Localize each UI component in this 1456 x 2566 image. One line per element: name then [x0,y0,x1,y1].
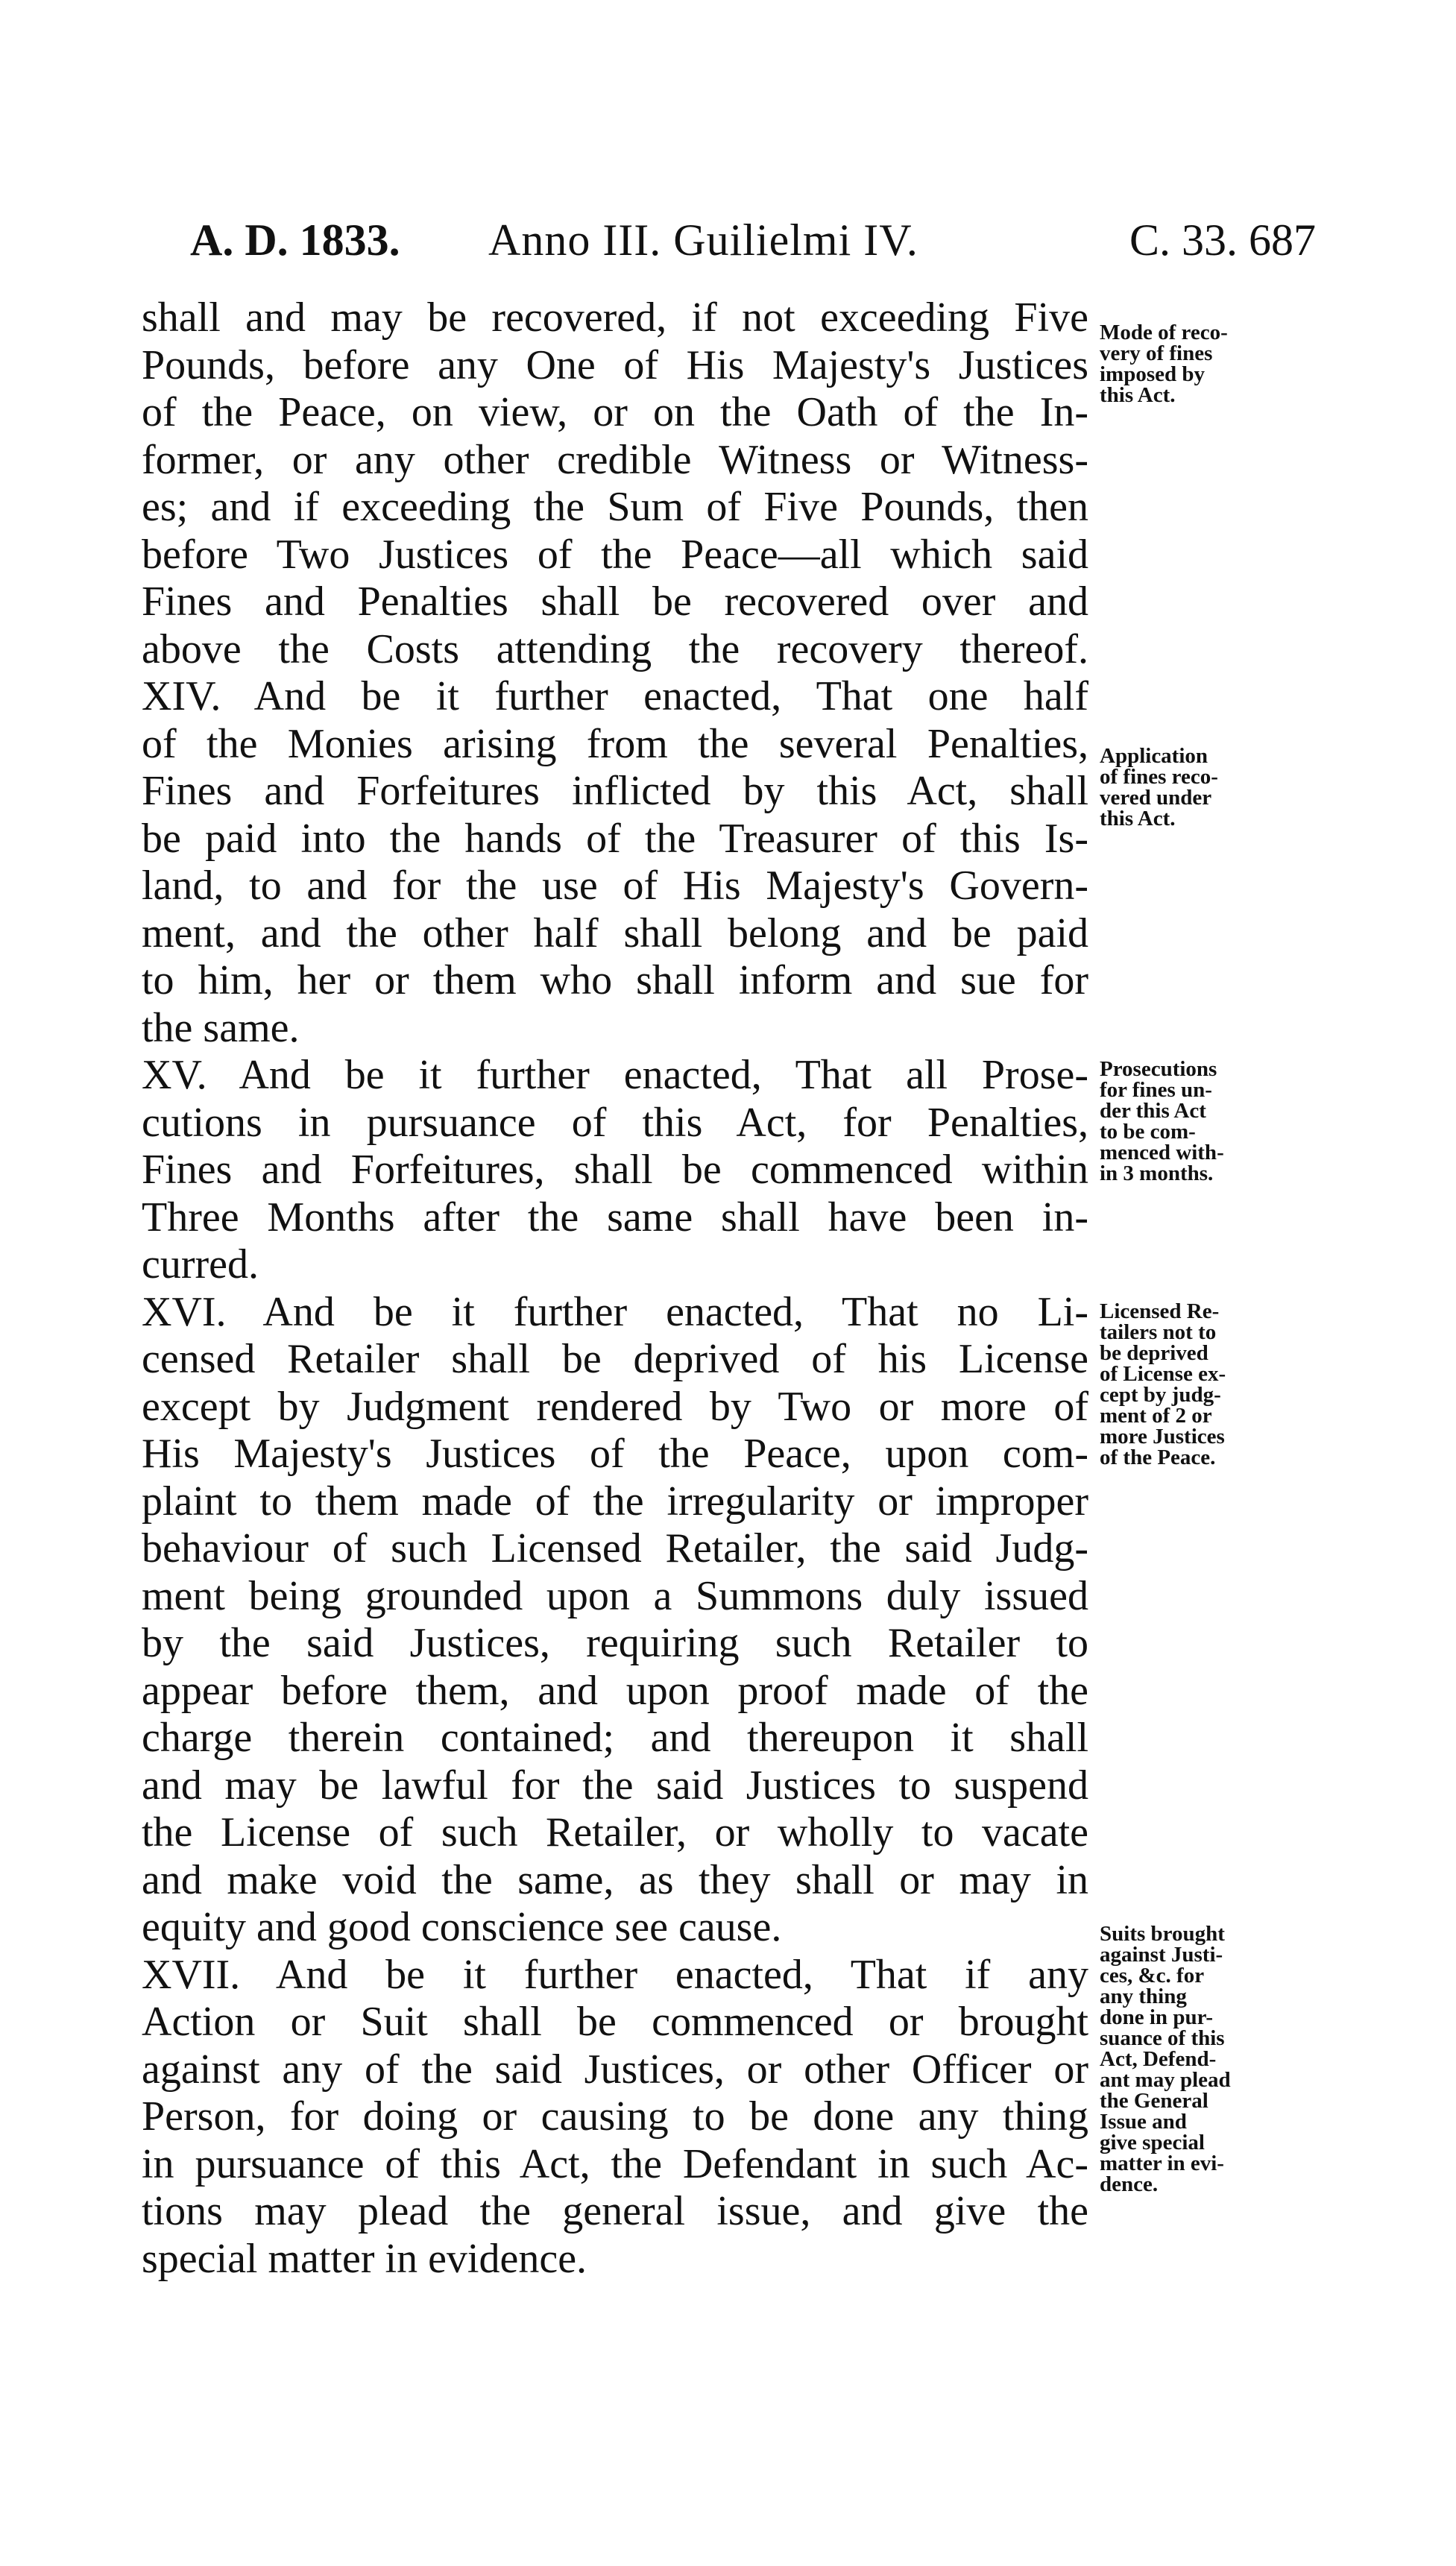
margin-note-line: this Act. [1100,807,1176,830]
statute-text [142,294,1088,2283]
margin-note-licensed-retailers [1100,1301,1331,1468]
margin-note-line: for fines un- [1100,1078,1212,1102]
text-line: XVI. And be it further enacted, That no Li- [142,1288,1088,1335]
header-title: Anno III. Guilielmi IV. [488,215,918,265]
text-line: charge therein contained; and thereupon it shall [142,1715,1088,1761]
text-line: and may be lawful for the said Justices to suspend [142,1762,1088,1809]
margin-note-line: Prosecutions [1100,1057,1217,1081]
text-line: His Majesty's Justices of the Peace, upon com- [142,1431,1088,1477]
text-line: Pounds, before any One of His Majesty's Justices [142,341,1088,388]
header-chapter-page: C. 33. 687 [1129,215,1316,265]
margin-note-line: done in pur- [1100,2005,1214,2029]
margin-note-line: dence. [1100,2172,1159,2196]
text-line: Fines and Penalties shall be recovered over and [142,579,1088,625]
text-line: the same. [142,1004,300,1051]
margin-note-line: ment of 2 or [1100,1404,1212,1428]
margin-note-recovery-of-fines [1100,322,1331,406]
margin-note-line: cept by judg- [1100,1383,1221,1407]
margin-note-line: Act, Defend- [1100,2047,1217,2071]
margin-note-line: of fines reco- [1100,765,1218,789]
text-line: XV. And be it further enacted, That all Prose- [142,1052,1088,1098]
text-line: tions may plead the general issue, and give the [142,2188,1088,2234]
text-line: Action or Suit shall be commenced or brought [142,1999,1088,2045]
margin-note-line: matter in evi- [1100,2152,1224,2175]
text-line: behaviour of such Licensed Retailer, the said Judg- [142,1525,1088,1572]
text-line: es; and if exceeding the Sum of Five Pounds, then [142,484,1088,530]
header-year: A. D. 1833. [190,215,400,265]
text-line: of the Monies arising from the several Penalties, [142,720,1088,767]
text-line: land, to and for the use of His Majesty's Govern- [142,863,1088,909]
margin-note-line: Mode of reco- [1100,321,1228,344]
text-line: before Two Justices of the Peace—all which said [142,531,1088,578]
text-line: Person, for doing or causing to be done any thing [142,2093,1088,2140]
margin-note-line: suance of this [1100,2026,1225,2050]
margin-note-line: very of fines [1100,341,1213,365]
text-line: the License of such Retailer, or wholly to vacate [142,1809,1088,1856]
text-line: Fines and Forfeitures, shall be commenced within [142,1147,1088,1193]
margin-note-line: der this Act [1100,1099,1206,1123]
margin-note-line: more Justices [1100,1425,1225,1449]
margin-note-application-of-fines [1100,745,1331,829]
margin-note-line: ant may plead [1100,2068,1231,2092]
text-line: shall and may be recovered, if not exceeding Five [142,294,1088,341]
text-line: special matter in evidence. [142,2235,587,2282]
margin-note-line: menced with- [1100,1141,1224,1164]
margin-note-prosecutions [1100,1059,1331,1184]
margin-note-line: Licensed Re- [1100,1299,1220,1323]
text-line: ment being grounded upon a Summons duly issued [142,1572,1088,1619]
text-line: Fines and Forfeitures inflicted by this Act, shall [142,768,1088,814]
text-line: curred. [142,1241,259,1287]
margin-note-line: any thing [1100,1985,1187,2008]
text-line: and make void the same, as they shall or may in [142,1856,1088,1903]
margin-note-line: give special [1100,2131,1205,2154]
text-line: in pursuance of this Act, the Defendant in such Ac- [142,2140,1088,2187]
text-line: by the said Justices, requiring such Retailer to [142,1620,1088,1666]
text-line: cutions in pursuance of this Act, for Penalties, [142,1099,1088,1146]
text-line: be paid into the hands of the Treasurer of this Is- [142,815,1088,862]
margin-note-line: Application [1100,744,1208,768]
margin-note-line: against Justi- [1100,1943,1223,1967]
margin-note-line: ces, &c. for [1100,1964,1205,1987]
margin-note-line: the General [1100,2089,1208,2113]
text-line: above the Costs attending the recovery thereof. [142,625,1088,672]
text-line: to him, her or them who shall inform and sue for [142,957,1088,1003]
text-line: XVII. And be it further enacted, That if any [142,1951,1088,1998]
text-line: former, or any other credible Witness or Witness- [142,436,1088,483]
margin-note-line: of the Peace. [1100,1446,1216,1469]
text-line: ment, and the other half shall belong and be paid [142,910,1088,956]
text-line: equity and good conscience see cause. [142,1904,782,1950]
margin-note-line: imposed by [1100,362,1206,386]
margin-note-line: this Act. [1100,383,1176,407]
margin-note-suits-against-justices [1100,1923,1331,2195]
margin-note-line: of License ex- [1100,1362,1226,1386]
text-line: appear before them, and upon proof made of the [142,1667,1088,1714]
running-header [190,210,1316,270]
text-line: against any of the said Justices, or other Officer or [142,2046,1088,2093]
text-line: of the Peace, on view, or on the Oath of the In- [142,389,1088,435]
margin-note-line: in 3 months. [1100,1161,1214,1185]
text-line: XIV. And be it further enacted, That one half [142,673,1088,719]
text-line: plaint to them made of the irregularity or improper [142,1478,1088,1525]
margin-note-line: Suits brought [1100,1922,1225,1946]
margin-note-line: to be com- [1100,1120,1196,1144]
text-line: except by Judgment rendered by Two or more of [142,1383,1088,1430]
margin-note-line: be deprived [1100,1341,1208,1365]
margin-note-line: tailers not to [1100,1320,1217,1344]
text-line: censed Retailer shall be deprived of his License [142,1336,1088,1382]
margin-note-line: Issue and [1100,2110,1187,2134]
text-line: Three Months after the same shall have been in- [142,1194,1088,1241]
margin-note-line: vered under [1100,786,1212,810]
